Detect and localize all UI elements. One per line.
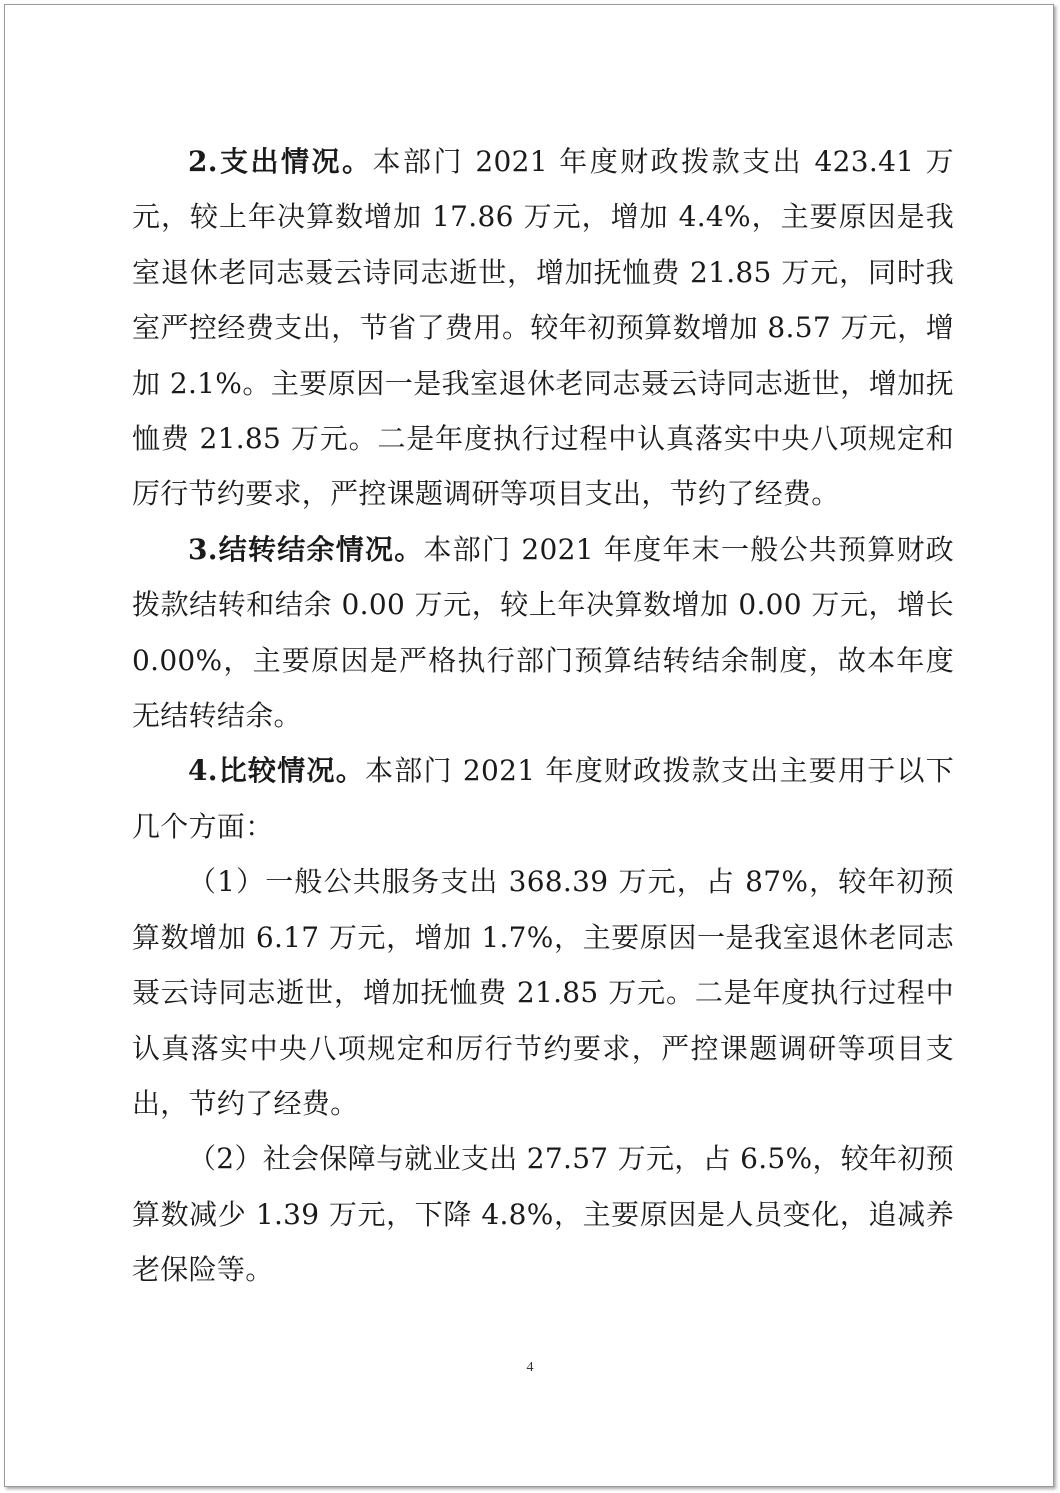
paragraph-heading: 4.比较情况。 <box>188 754 366 788</box>
paragraph-expenditure <box>132 134 954 522</box>
paragraph-text: （2）社会保障与就业支出 27.57 万元，占 6.5%，较年初预算数减少 1.39 万元，下降 4.8%，主要原因是人员变化，追减养老保险等。 <box>132 1142 954 1287</box>
paragraph-text: （1）一般公共服务支出 368.39 万元，占 87%，较年初预算数增加 6.17 万元，增加 1.7%，主要原因一是我室退休老同志聂云诗同志逝世，增加抚恤费 21.85 万元。二是年度执行过程中认真落实中央八项规定和厉行节约要求，严控课题调研等项目支出，节约了经费。 <box>132 865 954 1120</box>
paragraph-heading: 3.结转结余情况。 <box>188 532 424 566</box>
paragraph-text: 本部门 2021 年度年末一般公共预算财政拨款结转和结余 0.00 万元，较上年决算数增加 0.00 万元，增长 0.00%，主要原因是严格执行部门预算结转结余制度，故本年度无结转结余。 <box>132 532 954 733</box>
paragraph-general-public-services <box>132 854 954 1131</box>
page-number: 4 <box>526 1360 534 1375</box>
paragraph-text: 本部门 2021 年度财政拨款支出主要用于以下几个方面： <box>132 754 954 843</box>
paragraph-social-security <box>132 1131 954 1297</box>
document-body <box>132 134 954 1298</box>
paragraph-comparison <box>132 743 954 854</box>
paragraph-carryover <box>132 522 954 744</box>
paragraph-text: 本部门 2021 年度财政拨款支出 423.41 万元，较上年决算数增加 17.86 万元，增加 4.4%，主要原因是我室退休老同志聂云诗同志逝世，增加抚恤费 21.85 万元，同时我室严控经费支出，节省了费用。较年初预算数增加 8.57 万元，增加 2.1%。主要原因一是我室退休老同志聂云诗同志逝世，增加抚恤费 21.85 万元。二是年度执行过程中认真落实中央八项规定和厉行节约要求，严控课题调研等项目支出，节约了经费。 <box>132 145 954 511</box>
paragraph-heading: 2.支出情况。 <box>188 145 373 178</box>
